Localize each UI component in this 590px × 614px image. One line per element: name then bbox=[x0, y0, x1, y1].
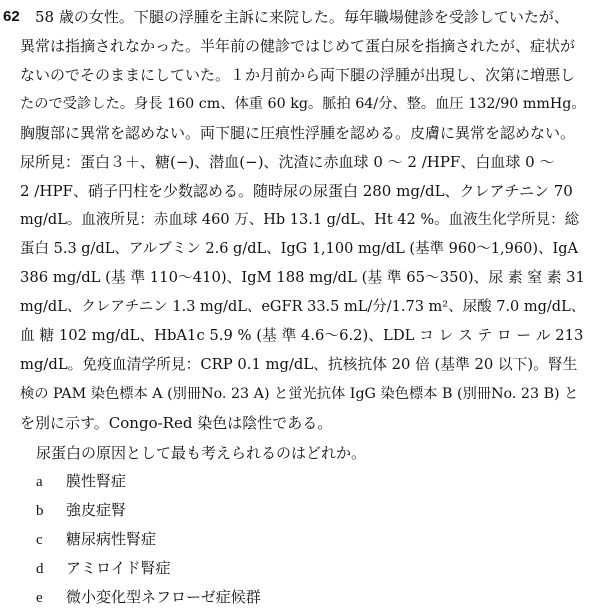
stem-line: 尿所見：蛋白３＋、糖(−)、潜血(−)、沈渣に赤血球 0 〜 2 /HPF、白血球 0 〜 bbox=[20, 153, 555, 171]
option-letter: c bbox=[36, 532, 43, 548]
stem-line: 血 糖 102 mg/dL、HbA1c 5.9 % (基 準 4.6〜6.2)、LDL コ レ ス テ ロ ー ル 213 bbox=[20, 327, 584, 344]
option-text: 強皮症腎 bbox=[66, 501, 127, 519]
stem-line: mg/dL、クレアチニン 1.3 mg/dL、eGFR 33.5 mL/分/1.73 m²、尿酸 7.0 mg/dL、 bbox=[20, 299, 586, 315]
option-letter: e bbox=[36, 590, 43, 606]
answer-option-a[interactable] bbox=[36, 470, 126, 492]
answer-option-e[interactable] bbox=[36, 586, 261, 608]
option-text: 糖尿病性腎症 bbox=[66, 530, 157, 548]
question-number: 62 bbox=[3, 8, 20, 25]
option-letter: a bbox=[36, 474, 43, 490]
stem-line: たので受診した。身長 160 cm、体重 60 kg。脈拍 64/分、整。血圧 132/90 mmHg。 bbox=[20, 96, 586, 112]
answer-option-b[interactable] bbox=[36, 499, 126, 521]
stem-line: mg/dL。免疫血清学所見：CRP 0.1 mg/dL、抗核抗体 20 倍 (基準 20 以下)。腎生 bbox=[20, 356, 578, 373]
option-text: 微小変化型ネフローゼ症候群 bbox=[66, 588, 261, 606]
stem-line: 検の PAM 染色標本 A (別冊No. 23 A) と蛍光抗体 IgG 染色標本 B (別冊No. 23 B) と bbox=[20, 386, 579, 402]
stem-line: ないのでそのままにしていた。１か月前から両下腿の浮腫が出現し、次第に増悪し bbox=[20, 66, 576, 84]
option-letter: d bbox=[36, 561, 44, 577]
stem-line: を別に示す。Congo-Red 染色は陰性である。 bbox=[20, 414, 333, 432]
stem-line: 胸腹部に異常を認めない。両下腿に圧痕性浮腫を認める。皮膚に異常を認めない。 bbox=[20, 124, 576, 142]
option-text: アミロイド腎症 bbox=[66, 559, 171, 577]
answer-option-c[interactable] bbox=[36, 528, 156, 550]
stem-line: 異常は指摘されなかった。半年前の健診ではじめて蛋白尿を指摘されたが、症状が bbox=[20, 37, 576, 55]
stem-line: mg/dL。血液所見：赤血球 460 万、Hb 13.1 g/dL、Ht 42 %。血液生化学所見：総 bbox=[20, 212, 580, 228]
stem-line: 2 /HPF、硝子円柱を少数認める。随時尿の尿蛋白 280 mg/dL、クレアチニン 70 bbox=[20, 182, 573, 200]
answer-option-d[interactable] bbox=[36, 557, 171, 579]
option-letter: b bbox=[36, 503, 44, 519]
option-text: 膜性腎症 bbox=[66, 472, 127, 490]
question-prompt: 尿蛋白の原因として最も考えられるのはどれか。 bbox=[36, 444, 367, 462]
stem-line: 386 mg/dL (基 準 110〜410)、IgM 188 mg/dL (基 準 65〜350)、尿 素 窒 素 31 bbox=[20, 269, 585, 286]
stem-line: 蛋白 5.3 g/dL、アルブミン 2.6 g/dL、IgG 1,100 mg/dL (基準 960〜1,960)、IgA bbox=[20, 241, 578, 257]
stem-line: 58 歳の女性。下腿の浮腫を主訴に来院した。毎年職場健診を受診していたが、 bbox=[35, 8, 569, 26]
